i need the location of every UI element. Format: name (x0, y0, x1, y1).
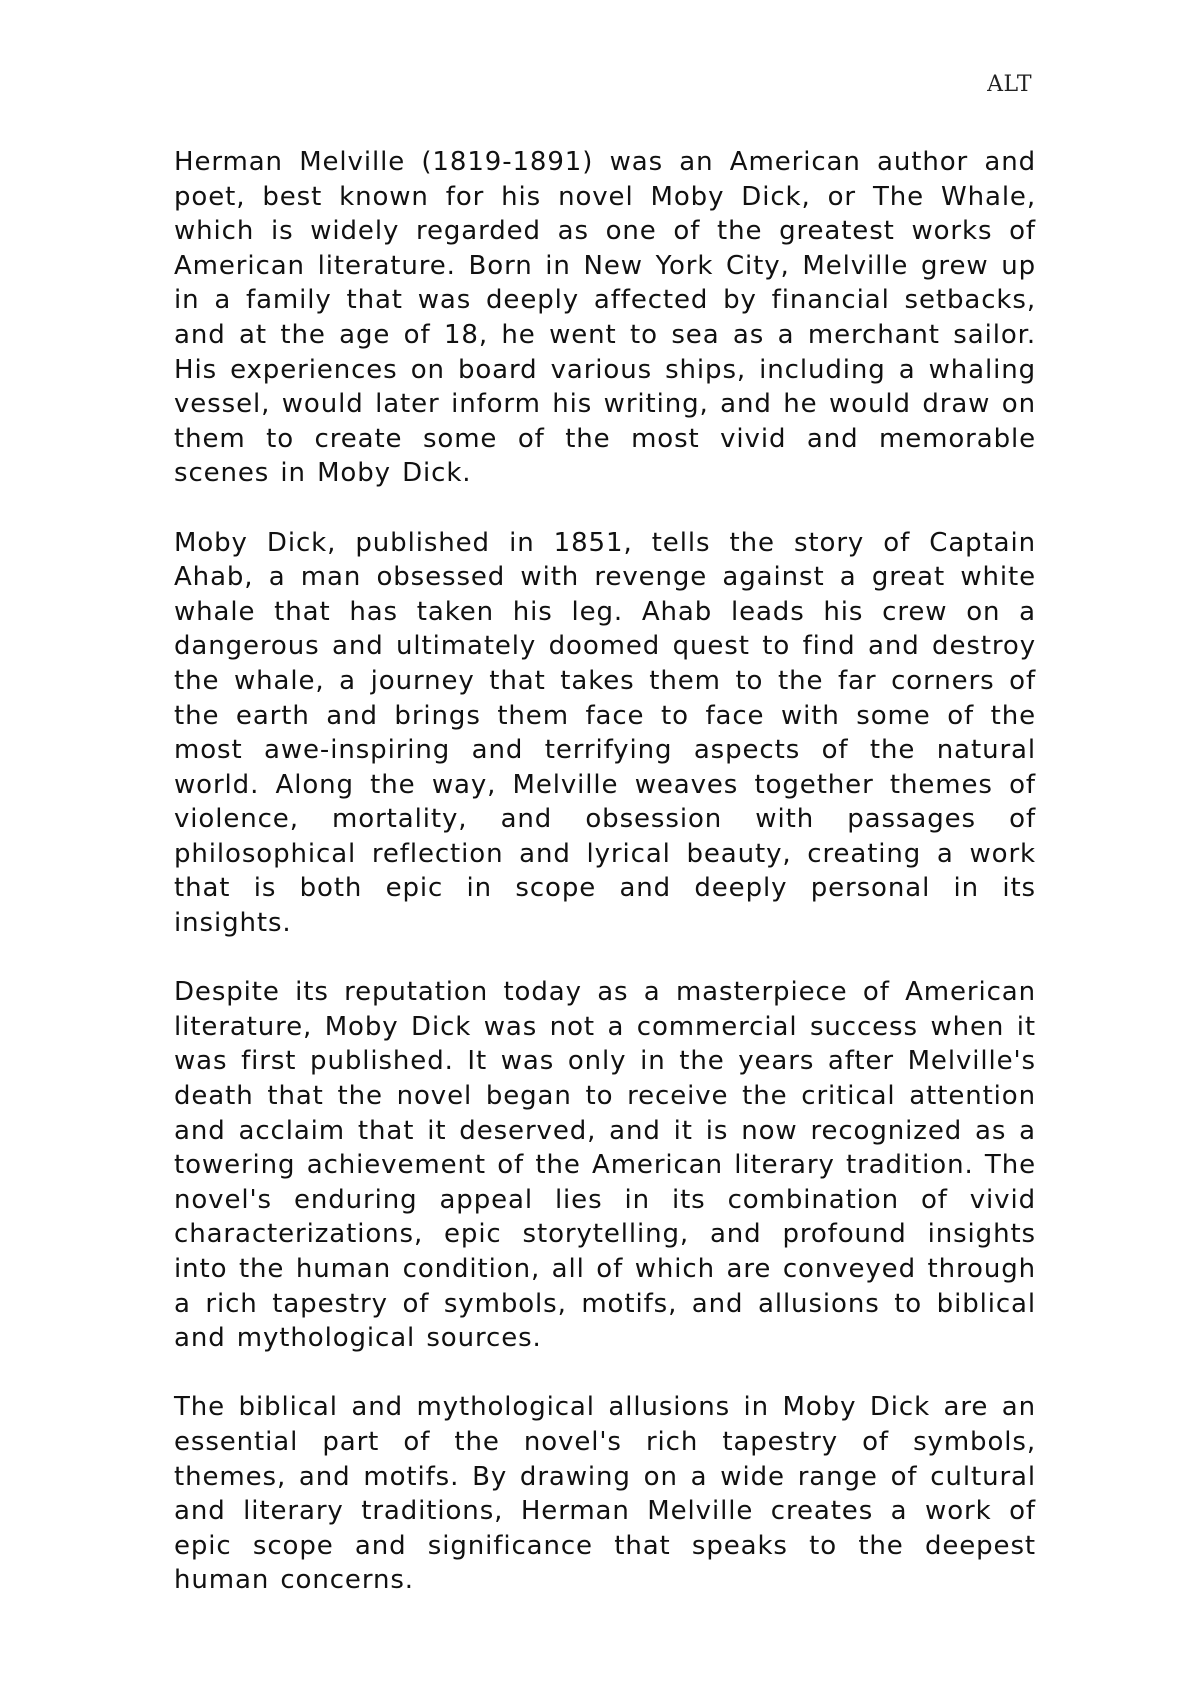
paragraph-melville-bio: Herman Melville (1819-1891) was an American author and poet, best known for his novel Moby Dick, or The Whale, which is widely regarded as one of the greatest works of American literature. Born in New York City, Melville grew up in a family that was deeply affected by financial setbacks, and at the age of 18, he went to sea as a merchant sailor. His experiences on board various ships, including a whaling vessel, would later inform his writing, and he would draw on them to create some of the most vivid and memorable scenes in Moby Dick. (174, 147, 1036, 489)
paragraph-allusions: The biblical and mythological allusions in Moby Dick are an essential part of the novel's rich tapestry of symbols, themes, and motifs. By drawing on a wide range of cultural and literary traditions, Herman Melville creates a work of epic scope and significance that speaks to the deepest human concerns. (174, 1392, 1036, 1596)
running-header: ALT (987, 72, 1032, 97)
paragraph-moby-dick-plot: Moby Dick, published in 1851, tells the story of Captain Ahab, a man obsessed with revenge against a great white whale that has taken his leg. Ahab leads his crew on a dangerous and ultimately doomed quest to find and destroy the whale, a journey that takes them to the far corners of the earth and brings them face to face with some of the most awe-inspiring and terrifying aspects of the natural world. Along the way, Melville weaves together themes of violence, mortality, and obsession with passages of philosophical reflection and lyrical beauty, creating a work that is both epic in scope and deeply personal in its insights. (174, 527, 1036, 939)
paragraph-reception: Despite its reputation today as a masterpiece of American literature, Moby Dick was not a commercial success when it was first published. It was only in the years after Melville's death that the novel began to receive the critical attention and acclaim that it deserved, and it is now recognized as a towering achievement of the American literary tradition. The novel's enduring appeal lies in its combination of vivid characterizations, epic storytelling, and profound insights into the human condition, all of which are conveyed through a rich tapestry of symbols, motifs, and allusions to biblical and mythological sources. (174, 977, 1036, 1354)
document-body (174, 145, 1036, 1598)
